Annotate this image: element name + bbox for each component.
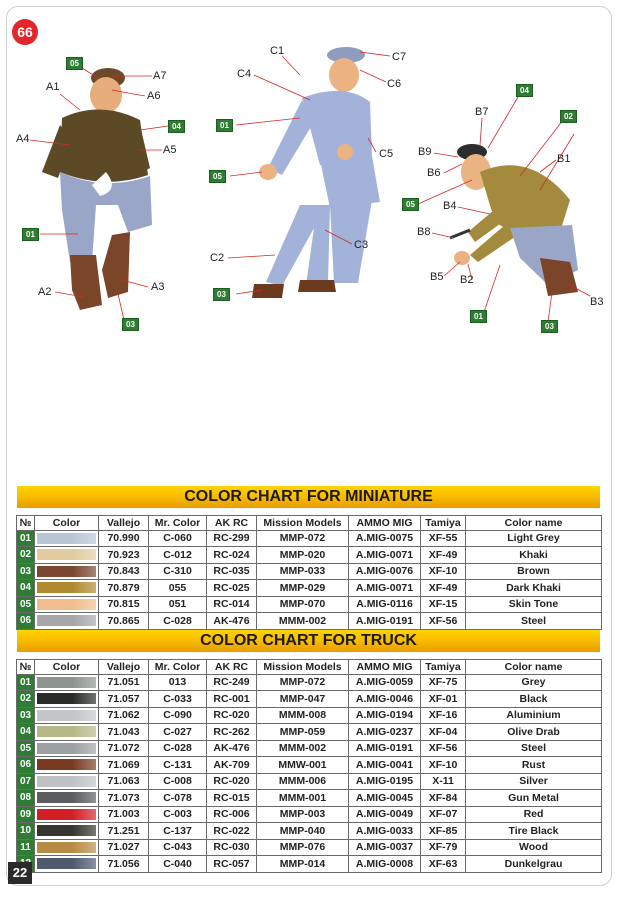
color-tag-03: 03 [122,318,139,331]
table-row [17,823,602,840]
cell-ammo: A.MIG-0195 [349,773,421,790]
cell-tamiya: XF-01 [421,691,466,708]
cell-mission: MMP-003 [257,806,349,823]
color-tag-01: 01 [470,310,487,323]
cell-mission: MMM-006 [257,773,349,790]
color-swatch [37,533,96,544]
cell-tamiya: X-11 [421,773,466,790]
cell-ammo: A.MIG-0049 [349,806,421,823]
figure-a [42,68,152,310]
cell-vallejo: 71.043 [99,724,149,741]
cell-ammo: A.MIG-0116 [349,596,421,613]
color-swatch [37,842,96,853]
color-number: 03 [17,563,35,580]
cell-vallejo: 70.879 [99,580,149,597]
cell-tamiya: XF-63 [421,856,466,873]
cell-vallejo: 71.057 [99,691,149,708]
cell-tamiya: XF-10 [421,757,466,774]
cell-akrc: RC-249 [207,674,257,691]
color-swatch [37,582,96,593]
cell-akrc: RC-006 [207,806,257,823]
color-swatch-cell [35,563,99,580]
cell-ammo: A.MIG-0033 [349,823,421,840]
cell-akrc: RC-299 [207,530,257,547]
color-swatch-cell [35,773,99,790]
cell-mrcolor: C-027 [149,724,207,741]
cell-mission: MMP-059 [257,724,349,741]
cell-vallejo: 71.072 [99,740,149,757]
column-header: № [17,660,35,675]
cell-tamiya: XF-85 [421,823,466,840]
cell-ammo: A.MIG-0071 [349,580,421,597]
column-header: № [17,516,35,531]
cell-name: Red [466,806,602,823]
cell-tamiya: XF-07 [421,806,466,823]
color-number: 07 [17,773,35,790]
cell-name: Rust [466,757,602,774]
cell-tamiya: XF-84 [421,790,466,807]
callout-a7: A7 [153,70,167,82]
table-row [17,674,602,691]
miniature-chart-title: COLOR CHART FOR MINIATURE [17,486,600,508]
cell-name: Silver [466,773,602,790]
color-tag-01: 01 [216,119,233,132]
color-swatch-cell [35,707,99,724]
column-header: AK RC [207,516,257,531]
cell-mrcolor: C-078 [149,790,207,807]
table-row [17,596,602,613]
table-header-row [17,516,602,531]
table-row [17,707,602,724]
cell-akrc: RC-022 [207,823,257,840]
cell-akrc: RC-030 [207,839,257,856]
cell-mission: MMM-001 [257,790,349,807]
cell-name: Gun Metal [466,790,602,807]
cell-tamiya: XF-75 [421,674,466,691]
cell-mission: MMP-072 [257,530,349,547]
callout-a2: A2 [38,286,52,298]
cell-tamiya: XF-55 [421,530,466,547]
callout-c7: C7 [392,51,407,63]
callout-c4: C4 [237,68,252,80]
cell-akrc: AK-709 [207,757,257,774]
cell-tamiya: XF-10 [421,563,466,580]
table-row [17,547,602,564]
cell-mrcolor: C-012 [149,547,207,564]
cell-ammo: A.MIG-0075 [349,530,421,547]
callout-b6: B6 [427,167,441,179]
cell-mission: MMW-001 [257,757,349,774]
cell-mrcolor: 013 [149,674,207,691]
column-header: Tamiya [421,516,466,531]
table-row [17,773,602,790]
cell-akrc: RC-020 [207,773,257,790]
table-row [17,580,602,597]
cell-ammo: A.MIG-0059 [349,674,421,691]
cell-mrcolor: C-040 [149,856,207,873]
color-number: 05 [17,596,35,613]
callout-b4: B4 [443,200,457,212]
cell-name: Aluminium [466,707,602,724]
cell-name: Light Grey [466,530,602,547]
color-swatch [37,792,96,803]
table-row [17,839,602,856]
table-row [17,806,602,823]
callout-a3: A3 [151,281,165,293]
cell-ammo: A.MIG-0008 [349,856,421,873]
miniature-color-table [16,515,602,630]
cell-vallejo: 71.063 [99,773,149,790]
step-number-badge: 66 [12,19,38,45]
cell-vallejo: 71.069 [99,757,149,774]
cell-mrcolor: C-310 [149,563,207,580]
table-row [17,724,602,741]
cell-ammo: A.MIG-0194 [349,707,421,724]
cell-ammo: A.MIG-0041 [349,757,421,774]
cell-name: Wood [466,839,602,856]
table-row [17,790,602,807]
color-swatch [37,599,96,610]
cell-mrcolor: 051 [149,596,207,613]
column-header: Tamiya [421,660,466,675]
cell-mrcolor: C-137 [149,823,207,840]
cell-akrc: RC-001 [207,691,257,708]
cell-tamiya: XF-79 [421,839,466,856]
cell-vallejo: 70.990 [99,530,149,547]
cell-akrc: RC-014 [207,596,257,613]
callout-c2: C2 [210,252,225,264]
cell-ammo: A.MIG-0045 [349,790,421,807]
color-tag-04: 04 [516,84,533,97]
cell-mrcolor: C-028 [149,740,207,757]
color-swatch [37,726,96,737]
color-swatch [37,549,96,560]
table-row [17,530,602,547]
cell-mrcolor: C-003 [149,806,207,823]
cell-name: Black [466,691,602,708]
cell-akrc: RC-015 [207,790,257,807]
color-number: 09 [17,806,35,823]
color-swatch-cell [35,530,99,547]
cell-ammo: A.MIG-0237 [349,724,421,741]
color-swatch-cell [35,580,99,597]
cell-vallejo: 70.923 [99,547,149,564]
column-header: Vallejo [99,660,149,675]
cell-akrc: RC-035 [207,563,257,580]
color-swatch-cell [35,856,99,873]
cell-tamiya: XF-16 [421,707,466,724]
cell-vallejo: 71.056 [99,856,149,873]
cell-vallejo: 71.073 [99,790,149,807]
table-row [17,691,602,708]
cell-akrc: RC-024 [207,547,257,564]
callout-a5: A5 [163,144,177,156]
cell-name: Skin Tone [466,596,602,613]
callout-a4: A4 [16,133,30,145]
cell-mission: MMP-033 [257,563,349,580]
color-number: 04 [17,724,35,741]
cell-mrcolor: C-033 [149,691,207,708]
column-header: AMMO MIG [349,660,421,675]
column-header: Color name [466,660,602,675]
color-number: 06 [17,613,35,630]
callout-c3: C3 [354,239,369,251]
cell-name: Brown [466,563,602,580]
callout-b2: B2 [460,274,474,286]
callout-c6: C6 [387,78,402,90]
color-number: 01 [17,530,35,547]
truck-chart-title: COLOR CHART FOR TRUCK [17,630,600,652]
figures-illustration [0,0,618,340]
cell-vallejo: 71.027 [99,839,149,856]
color-swatch-cell [35,691,99,708]
cell-akrc: AK-476 [207,740,257,757]
cell-ammo: A.MIG-0191 [349,740,421,757]
color-tag-05: 05 [209,170,226,183]
callout-a1: A1 [46,81,60,93]
color-tag-04: 04 [168,120,185,133]
cell-tamiya: XF-15 [421,596,466,613]
color-number: 11 [17,839,35,856]
color-number: 04 [17,580,35,597]
column-header: Color [35,660,99,675]
cell-tamiya: XF-56 [421,613,466,630]
column-header: AMMO MIG [349,516,421,531]
table-row [17,757,602,774]
color-tag-05: 05 [402,198,419,211]
color-swatch-cell [35,596,99,613]
column-header: Color [35,516,99,531]
cell-mrcolor: C-060 [149,530,207,547]
cell-mission: MMP-070 [257,596,349,613]
color-number: 08 [17,790,35,807]
cell-mrcolor: C-043 [149,839,207,856]
page-number: 22 [8,862,32,884]
cell-mission: MMP-020 [257,547,349,564]
color-swatch [37,677,96,688]
color-tag-05: 05 [66,57,83,70]
table-row [17,856,602,873]
cell-name: Olive Drab [466,724,602,741]
cell-name: Khaki [466,547,602,564]
color-swatch [37,693,96,704]
cell-mission: MMM-002 [257,740,349,757]
cell-mission: MMM-008 [257,707,349,724]
color-swatch-cell [35,547,99,564]
column-header: Vallejo [99,516,149,531]
cell-akrc: RC-057 [207,856,257,873]
callout-b1: B1 [557,153,571,165]
figure-c [252,47,380,298]
cell-mission: MMM-002 [257,613,349,630]
truck-color-table [16,659,602,873]
color-number: 03 [17,707,35,724]
color-swatch [37,743,96,754]
color-swatch [37,858,96,869]
color-swatch [37,566,96,577]
color-number: 06 [17,757,35,774]
cell-akrc: RC-020 [207,707,257,724]
color-swatch [37,825,96,836]
callout-b9: B9 [418,146,432,158]
color-swatch-cell [35,724,99,741]
callout-a6: A6 [147,90,161,102]
cell-name: Tire Black [466,823,602,840]
cell-tamiya: XF-56 [421,740,466,757]
cell-ammo: A.MIG-0046 [349,691,421,708]
cell-name: Steel [466,740,602,757]
table-row [17,740,602,757]
color-tag-03: 03 [213,288,230,301]
cell-mission: MMP-029 [257,580,349,597]
cell-akrc: RC-262 [207,724,257,741]
table-header-row [17,660,602,675]
table-row [17,613,602,630]
cell-mrcolor: C-008 [149,773,207,790]
cell-name: Steel [466,613,602,630]
callout-b8: B8 [417,226,431,238]
cell-akrc: AK-476 [207,613,257,630]
cell-tamiya: XF-04 [421,724,466,741]
cell-vallejo: 71.062 [99,707,149,724]
color-swatch-cell [35,674,99,691]
cell-vallejo: 70.815 [99,596,149,613]
cell-name: Dunkelgrau [466,856,602,873]
cell-vallejo: 70.843 [99,563,149,580]
cell-mrcolor: 055 [149,580,207,597]
cell-name: Dark Khaki [466,580,602,597]
color-swatch-cell [35,740,99,757]
color-tag-01: 01 [22,228,39,241]
color-swatch-cell [35,757,99,774]
cell-vallejo: 71.051 [99,674,149,691]
cell-ammo: A.MIG-0037 [349,839,421,856]
callout-c5: C5 [379,148,394,160]
cell-mrcolor: C-090 [149,707,207,724]
column-header: AK RC [207,660,257,675]
cell-vallejo: 71.251 [99,823,149,840]
cell-mission: MMP-014 [257,856,349,873]
color-number: 02 [17,547,35,564]
cell-akrc: RC-025 [207,580,257,597]
column-header: Mission Models [257,660,349,675]
cell-mrcolor: C-131 [149,757,207,774]
callout-b5: B5 [430,271,444,283]
table-row [17,563,602,580]
color-tag-03: 03 [541,320,558,333]
callout-c1: C1 [270,45,285,57]
color-number: 10 [17,823,35,840]
color-number: 01 [17,674,35,691]
cell-mission: MMP-076 [257,839,349,856]
color-swatch-cell [35,790,99,807]
cell-mrcolor: C-028 [149,613,207,630]
color-swatch [37,776,96,787]
cell-tamiya: XF-49 [421,580,466,597]
color-swatch [37,759,96,770]
column-header: Mr. Color [149,660,207,675]
color-swatch [37,710,96,721]
column-header: Mr. Color [149,516,207,531]
column-header: Color name [466,516,602,531]
cell-vallejo: 71.003 [99,806,149,823]
color-swatch [37,615,96,626]
cell-mission: MMP-047 [257,691,349,708]
cell-mission: MMP-040 [257,823,349,840]
color-number: 05 [17,740,35,757]
color-swatch-cell [35,839,99,856]
color-number: 02 [17,691,35,708]
color-swatch-cell [35,806,99,823]
cell-vallejo: 70.865 [99,613,149,630]
callout-b7: B7 [475,106,489,118]
color-swatch-cell [35,613,99,630]
cell-ammo: A.MIG-0071 [349,547,421,564]
cell-ammo: A.MIG-0191 [349,613,421,630]
callout-b3: B3 [590,296,604,308]
color-tag-02: 02 [560,110,577,123]
cell-mission: MMP-072 [257,674,349,691]
cell-ammo: A.MIG-0076 [349,563,421,580]
color-swatch-cell [35,823,99,840]
color-swatch [37,809,96,820]
column-header: Mission Models [257,516,349,531]
cell-tamiya: XF-49 [421,547,466,564]
cell-name: Grey [466,674,602,691]
